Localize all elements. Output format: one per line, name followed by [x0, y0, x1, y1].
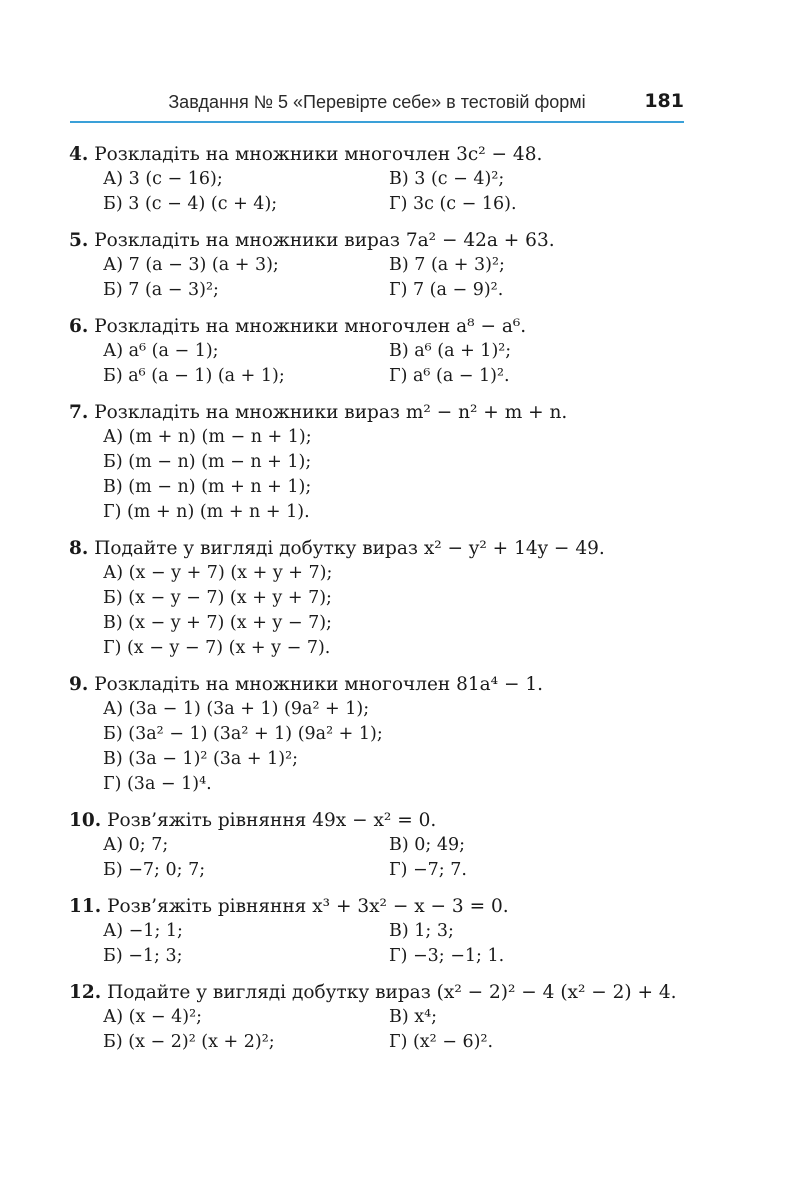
task-9	[69, 672, 709, 797]
option-a: А) (3a − 1) (3a + 1) (9a² + 1);	[103, 699, 370, 719]
option-g: Г) −7; 7.	[389, 860, 467, 880]
page-number: 181	[644, 90, 684, 112]
page-header	[70, 88, 684, 124]
option-b: Б) (m − n) (m − n + 1);	[103, 452, 312, 472]
task-12	[69, 980, 709, 1055]
option-g: Г) (3a − 1)⁴.	[103, 774, 212, 794]
task-text: Розв’яжіть рівняння x³ + 3x² − x − 3 = 0.	[107, 896, 509, 917]
task-5	[69, 228, 709, 303]
task-10	[69, 808, 709, 883]
option-b: Б) −7; 0; 7;	[103, 860, 206, 880]
task-question	[69, 314, 709, 339]
header-title: Завдання № 5 «Перевірте себе» в тестовій формі	[168, 92, 586, 112]
task-text: Подайте у вигляді добутку вираз (x² − 2)² − 4 (x² − 2) + 4.	[107, 982, 677, 1003]
option-v: В) (x − y + 7) (x + y − 7);	[103, 613, 332, 633]
option-g: Г) −3; −1; 1.	[389, 946, 505, 966]
task-8	[69, 536, 709, 661]
option-b: Б) 3 (c − 4) (c + 4);	[103, 194, 278, 214]
option-b: Б) a⁶ (a − 1) (a + 1);	[103, 366, 285, 386]
task-text: Розкладіть на множники вираз m² − n² + m + n.	[94, 402, 568, 423]
option-v: В) 1; 3;	[389, 921, 454, 941]
task-list	[69, 142, 709, 1066]
task-question	[69, 808, 709, 833]
task-text: Розв’яжіть рівняння 49x − x² = 0.	[107, 810, 437, 831]
task-number: 4.	[69, 144, 89, 165]
task-question	[69, 142, 709, 167]
option-v: В) x⁴;	[389, 1007, 438, 1027]
option-a: А) 3 (c − 16);	[103, 169, 223, 189]
option-b: Б) (x − 2)² (x + 2)²;	[103, 1032, 275, 1052]
option-g: Г) 7 (a − 9)².	[389, 280, 504, 300]
task-question	[69, 894, 709, 919]
option-b: Б) (x − y − 7) (x + y + 7);	[103, 588, 332, 608]
task-question	[69, 672, 709, 697]
task-question	[69, 400, 709, 425]
option-b: Б) 7 (a − 3)²;	[103, 280, 219, 300]
task-text: Розкладіть на множники многочлен 3c² − 48.	[94, 144, 543, 165]
option-v: В) 3 (c − 4)²;	[389, 169, 505, 189]
option-v: В) (m − n) (m + n + 1);	[103, 477, 312, 497]
task-number: 11.	[69, 896, 102, 917]
option-v: В) 7 (a + 3)²;	[389, 255, 505, 275]
task-text: Подайте у вигляді добутку вираз x² − y² + 14y − 49.	[94, 538, 605, 559]
task-question	[69, 228, 709, 253]
option-a: А) (m + n) (m − n + 1);	[103, 427, 312, 447]
task-text: Розкладіть на множники многочлен 81a⁴ − 1.	[94, 674, 544, 695]
option-a: А) a⁶ (a − 1);	[103, 341, 219, 361]
option-a: А) 7 (a − 3) (a + 3);	[103, 255, 279, 275]
option-g: Г) (x − y − 7) (x + y − 7).	[103, 638, 331, 658]
task-number: 10.	[69, 810, 102, 831]
task-number: 8.	[69, 538, 89, 559]
task-4	[69, 142, 709, 217]
option-v: В) a⁶ (a + 1)²;	[389, 341, 512, 361]
task-number: 12.	[69, 982, 102, 1003]
task-11	[69, 894, 709, 969]
option-g: Г) a⁶ (a − 1)².	[389, 366, 510, 386]
option-b: Б) −1; 3;	[103, 946, 183, 966]
task-7	[69, 400, 709, 525]
task-6	[69, 314, 709, 389]
option-a: А) (x − 4)²;	[103, 1007, 203, 1027]
task-text: Розкладіть на множники многочлен a⁸ − a⁶.	[94, 316, 527, 337]
option-a: А) −1; 1;	[103, 921, 183, 941]
task-question	[69, 980, 709, 1005]
task-question	[69, 536, 709, 561]
header-divider	[70, 121, 684, 123]
option-g: Г) (x² − 6)².	[389, 1032, 494, 1052]
option-b: Б) (3a² − 1) (3a² + 1) (9a² + 1);	[103, 724, 383, 744]
option-a: А) 0; 7;	[103, 835, 169, 855]
option-a: А) (x − y + 7) (x + y + 7);	[103, 563, 333, 583]
option-v: В) (3a − 1)² (3a + 1)²;	[103, 749, 299, 769]
option-v: В) 0; 49;	[389, 835, 466, 855]
option-g: Г) (m + n) (m + n + 1).	[103, 502, 310, 522]
option-g: Г) 3c (c − 16).	[389, 194, 517, 214]
task-number: 6.	[69, 316, 89, 337]
task-number: 5.	[69, 230, 89, 251]
task-number: 9.	[69, 674, 89, 695]
task-number: 7.	[69, 402, 89, 423]
task-text: Розкладіть на множники вираз 7a² − 42a + 63.	[94, 230, 555, 251]
